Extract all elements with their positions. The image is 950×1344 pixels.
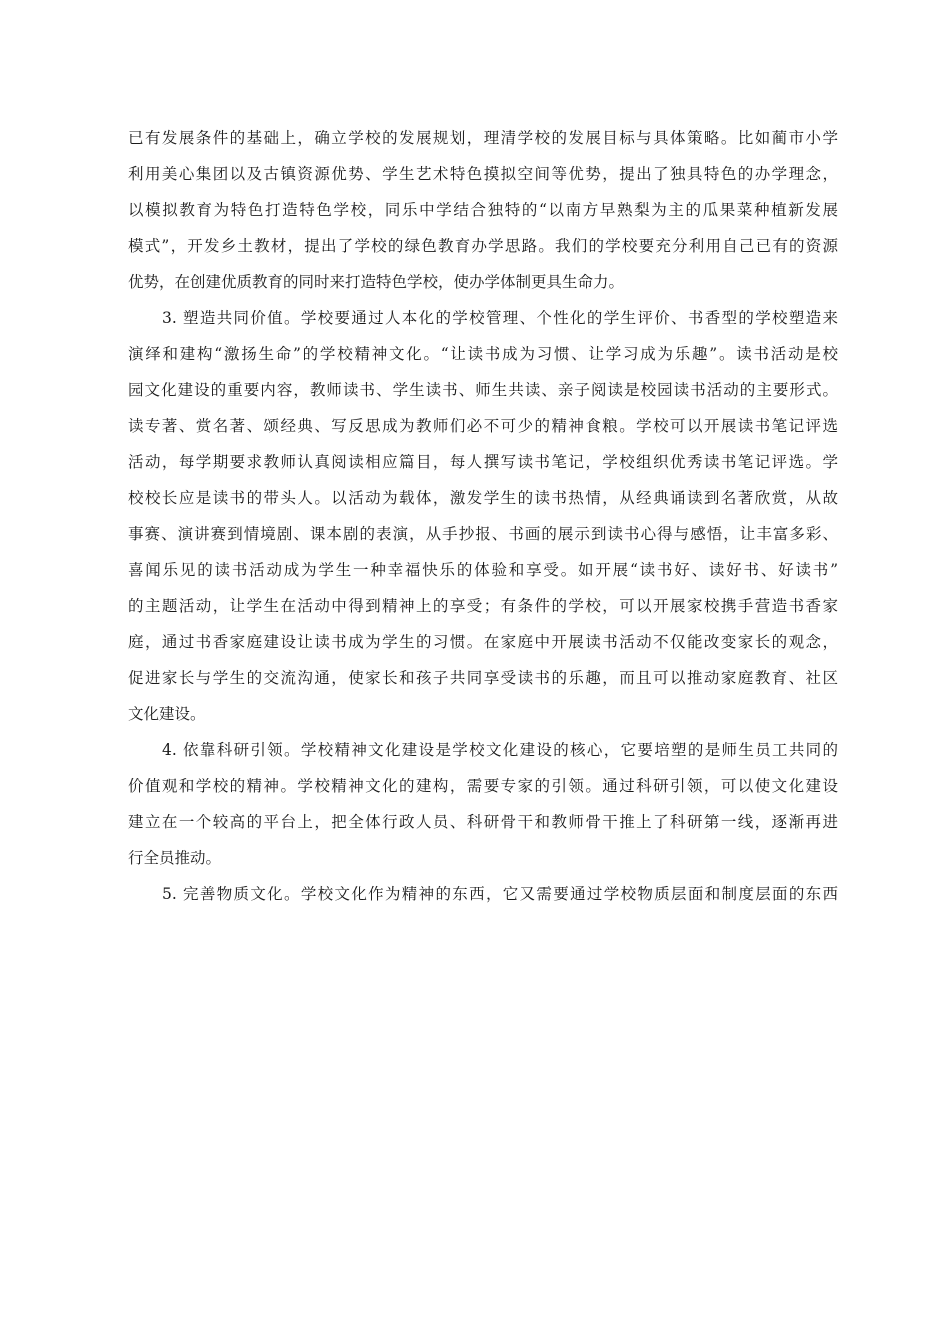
text-line: 演绎和建构“激扬生命”的学校精神文化。“让读书成为习惯、让学习成为乐趣”。读书活动是校 [128, 345, 838, 363]
text-line: 模式”，开发乡土教材，提出了学校的绿色教育办学思路。我们的学校要充分利用自己已有的资源 [128, 237, 838, 255]
text-line: 事赛、演讲赛到情境剧、课本剧的表演，从手抄报、书画的展示到读书心得与感悟，让丰富多彩、 [128, 525, 838, 543]
text-line: 利用美心集团以及古镇资源优势、学生艺术特色摸拟空间等优势，提出了独具特色的办学理念， [128, 165, 838, 183]
text-line: 价值观和学校的精神。学校精神文化的建构，需要专家的引领。通过科研引领，可以使文化建设 [128, 777, 838, 795]
text-line: 已有发展条件的基础上，确立学校的发展规划，理清学校的发展目标与具体策略。比如蔺市小学 [128, 129, 838, 147]
text-line: 促进家长与学生的交流沟通，使家长和孩子共同享受读书的乐趣，而且可以推动家庭教育、社区 [128, 669, 838, 687]
text-line: 行全员推动。 [128, 849, 222, 867]
text-line: 喜闻乐见的读书活动成为学生一种幸福快乐的体验和享受。如开展“读书好、读好书、好读书” [128, 561, 838, 579]
text-line: 文化建设。 [128, 705, 206, 723]
text-line: 活动，每学期要求教师认真阅读相应篇目，每人撰写读书笔记，学校组织优秀读书笔记评选。学 [128, 453, 838, 471]
text-line: 庭，通过书香家庭建设让读书成为学生的习惯。在家庭中开展读书活动不仅能改变家长的观念， [128, 633, 838, 651]
text-line: 以模拟教育为特色打造特色学校，同乐中学结合独特的“以南方早熟梨为主的瓜果菜种植新发展 [128, 201, 838, 219]
text-line: 园文化建设的重要内容，教师读书、学生读书、师生共读、亲子阅读是校园读书活动的主要形式。 [128, 381, 838, 399]
text-line: 优势，在创建优质教育的同时来打造特色学校，使办学体制更具生命力。 [128, 273, 625, 291]
text-line: 3. 塑造共同价值。学校要通过人本化的学校管理、个性化的学生评价、书香型的学校塑造来 [162, 309, 838, 327]
text-line: 4. 依靠科研引领。学校精神文化建设是学校文化建设的核心，它要培塑的是师生员工共同的 [162, 741, 838, 759]
text-line: 读专著、赏名著、颂经典、写反思成为教师们必不可少的精神食粮。学校可以开展读书笔记评选 [128, 417, 838, 435]
text-line: 的主题活动，让学生在活动中得到精神上的享受；有条件的学校，可以开展家校携手营造书香家 [128, 597, 838, 615]
text-line: 建立在一个较高的平台上，把全体行政人员、科研骨干和教师骨干推上了科研第一线，逐渐再进 [128, 813, 838, 831]
text-line: 5. 完善物质文化。学校文化作为精神的东西，它又需要通过学校物质层面和制度层面的东西 [162, 885, 838, 903]
paragraph-3-shared-values [128, 300, 838, 732]
text-line: 校校长应是读书的带头人。以活动为载体，激发学生的读书热情，从经典诵读到名著欣赏，从故 [128, 489, 838, 507]
paragraph-5-material-culture [128, 876, 838, 912]
paragraph-4-research-leadership [128, 732, 838, 876]
paragraph-continuation [128, 120, 838, 300]
document-body [128, 120, 838, 912]
